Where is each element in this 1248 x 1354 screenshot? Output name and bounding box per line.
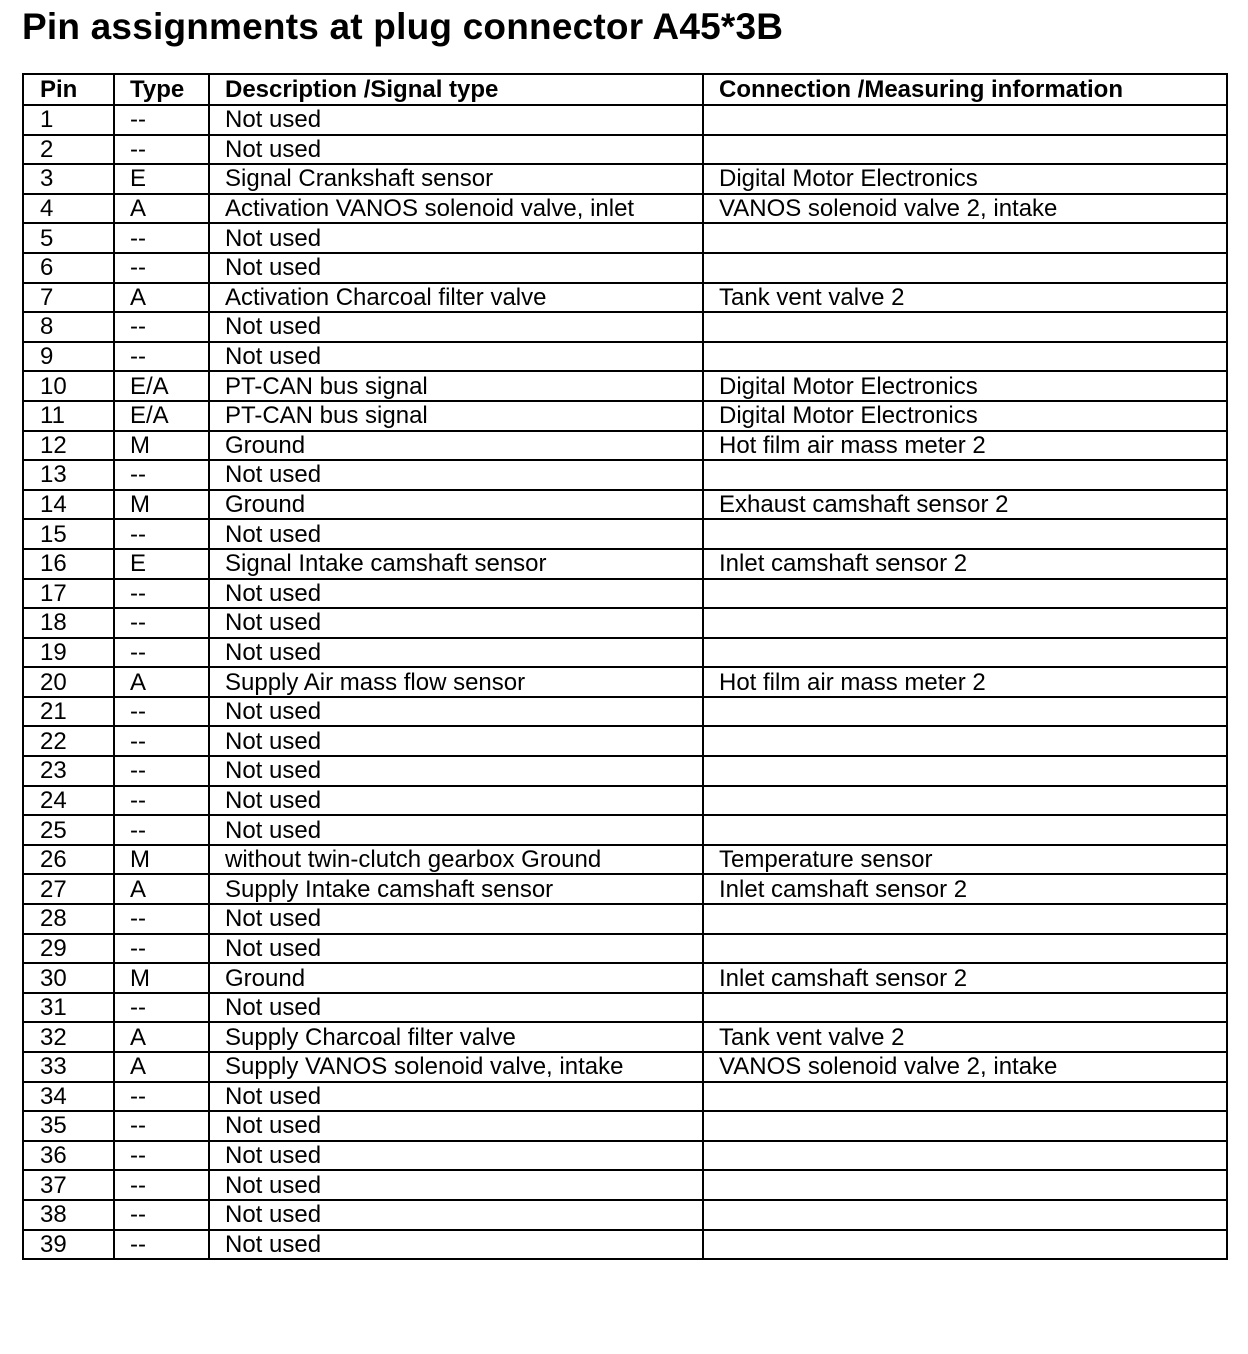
table-row (23, 756, 1227, 786)
cell-description: Not used (209, 105, 703, 135)
cell-description: without twin-clutch gearbox Ground (209, 845, 703, 875)
cell-type: -- (114, 312, 209, 342)
cell-connection: Tank vent valve 2 (703, 283, 1227, 313)
cell-description: Supply Charcoal filter valve (209, 1022, 703, 1052)
cell-connection (703, 1082, 1227, 1112)
cell-type: -- (114, 135, 209, 165)
cell-connection (703, 934, 1227, 964)
cell-type: A (114, 1052, 209, 1082)
cell-pin: 12 (23, 431, 114, 461)
table-row (23, 283, 1227, 313)
cell-connection: Inlet camshaft sensor 2 (703, 963, 1227, 993)
cell-description: Not used (209, 135, 703, 165)
cell-pin: 8 (23, 312, 114, 342)
table-row (23, 223, 1227, 253)
cell-connection (703, 726, 1227, 756)
cell-connection: Digital Motor Electronics (703, 401, 1227, 431)
cell-connection: Temperature sensor (703, 845, 1227, 875)
cell-connection (703, 1170, 1227, 1200)
table-row (23, 1082, 1227, 1112)
cell-pin: 30 (23, 963, 114, 993)
table-row (23, 519, 1227, 549)
cell-pin: 28 (23, 904, 114, 934)
cell-type: M (114, 490, 209, 520)
cell-type: -- (114, 342, 209, 372)
cell-connection: Exhaust camshaft sensor 2 (703, 490, 1227, 520)
cell-pin: 33 (23, 1052, 114, 1082)
cell-connection (703, 253, 1227, 283)
cell-description: Not used (209, 815, 703, 845)
cell-connection: Digital Motor Electronics (703, 371, 1227, 401)
cell-connection: Hot film air mass meter 2 (703, 667, 1227, 697)
cell-description: Not used (209, 904, 703, 934)
cell-pin: 9 (23, 342, 114, 372)
cell-pin: 10 (23, 371, 114, 401)
table-row (23, 1022, 1227, 1052)
cell-type: E/A (114, 371, 209, 401)
cell-type: -- (114, 223, 209, 253)
cell-description: Not used (209, 638, 703, 668)
cell-description: Signal Intake camshaft sensor (209, 549, 703, 579)
cell-description: Ground (209, 963, 703, 993)
table-row (23, 105, 1227, 135)
cell-connection (703, 1111, 1227, 1141)
cell-connection (703, 638, 1227, 668)
table-row (23, 253, 1227, 283)
cell-type: -- (114, 105, 209, 135)
header-pin: Pin (23, 74, 114, 105)
table-row (23, 638, 1227, 668)
cell-pin: 20 (23, 667, 114, 697)
cell-description: Activation Charcoal filter valve (209, 283, 703, 313)
cell-connection: VANOS solenoid valve 2, intake (703, 1052, 1227, 1082)
cell-connection (703, 342, 1227, 372)
cell-pin: 36 (23, 1141, 114, 1171)
cell-type: A (114, 874, 209, 904)
cell-connection (703, 460, 1227, 490)
table-row (23, 726, 1227, 756)
cell-description: Signal Crankshaft sensor (209, 164, 703, 194)
cell-description: Not used (209, 342, 703, 372)
cell-description: Supply Air mass flow sensor (209, 667, 703, 697)
cell-description: PT-CAN bus signal (209, 401, 703, 431)
cell-pin: 38 (23, 1200, 114, 1230)
table-row (23, 1230, 1227, 1260)
table-row (23, 993, 1227, 1023)
cell-connection (703, 223, 1227, 253)
cell-connection: Inlet camshaft sensor 2 (703, 874, 1227, 904)
table-row (23, 815, 1227, 845)
cell-type: -- (114, 579, 209, 609)
cell-pin: 2 (23, 135, 114, 165)
cell-description: Not used (209, 1170, 703, 1200)
table-row (23, 874, 1227, 904)
cell-type: E (114, 164, 209, 194)
cell-type: -- (114, 1141, 209, 1171)
cell-description: Supply VANOS solenoid valve, intake (209, 1052, 703, 1082)
cell-pin: 32 (23, 1022, 114, 1052)
cell-description: Activation VANOS solenoid valve, inlet (209, 194, 703, 224)
cell-pin: 17 (23, 579, 114, 609)
cell-connection (703, 608, 1227, 638)
cell-description: Ground (209, 490, 703, 520)
cell-connection (703, 1141, 1227, 1171)
table-row (23, 1170, 1227, 1200)
cell-description: Not used (209, 726, 703, 756)
cell-pin: 37 (23, 1170, 114, 1200)
cell-pin: 23 (23, 756, 114, 786)
table-row (23, 1111, 1227, 1141)
cell-type: -- (114, 519, 209, 549)
table-row (23, 1052, 1227, 1082)
cell-connection: VANOS solenoid valve 2, intake (703, 194, 1227, 224)
cell-connection (703, 904, 1227, 934)
cell-description: Not used (209, 608, 703, 638)
cell-type: A (114, 194, 209, 224)
cell-description: Not used (209, 579, 703, 609)
cell-pin: 5 (23, 223, 114, 253)
pin-assignment-table (22, 73, 1228, 1260)
cell-description: Not used (209, 519, 703, 549)
cell-pin: 31 (23, 993, 114, 1023)
table-row (23, 579, 1227, 609)
table-body (23, 105, 1227, 1259)
cell-connection (703, 756, 1227, 786)
cell-type: -- (114, 786, 209, 816)
cell-pin: 13 (23, 460, 114, 490)
cell-description: Not used (209, 993, 703, 1023)
cell-description: Not used (209, 786, 703, 816)
cell-pin: 29 (23, 934, 114, 964)
cell-pin: 7 (23, 283, 114, 313)
cell-pin: 3 (23, 164, 114, 194)
table-row (23, 697, 1227, 727)
cell-type: -- (114, 608, 209, 638)
cell-type: -- (114, 934, 209, 964)
cell-type: -- (114, 460, 209, 490)
cell-pin: 1 (23, 105, 114, 135)
cell-type: A (114, 667, 209, 697)
cell-description: Not used (209, 253, 703, 283)
cell-connection: Tank vent valve 2 (703, 1022, 1227, 1052)
cell-pin: 39 (23, 1230, 114, 1260)
cell-pin: 24 (23, 786, 114, 816)
cell-description: Not used (209, 1111, 703, 1141)
cell-type: -- (114, 815, 209, 845)
cell-type: -- (114, 697, 209, 727)
cell-connection (703, 815, 1227, 845)
header-description: Description /Signal type (209, 74, 703, 105)
cell-pin: 19 (23, 638, 114, 668)
cell-connection (703, 993, 1227, 1023)
cell-pin: 18 (23, 608, 114, 638)
table-row (23, 786, 1227, 816)
cell-type: -- (114, 253, 209, 283)
table-row (23, 342, 1227, 372)
cell-connection (703, 697, 1227, 727)
cell-pin: 22 (23, 726, 114, 756)
cell-connection: Digital Motor Electronics (703, 164, 1227, 194)
cell-connection (703, 105, 1227, 135)
cell-description: Not used (209, 697, 703, 727)
table-row (23, 904, 1227, 934)
cell-description: Ground (209, 431, 703, 461)
cell-pin: 4 (23, 194, 114, 224)
cell-type: E/A (114, 401, 209, 431)
cell-connection (703, 519, 1227, 549)
cell-pin: 11 (23, 401, 114, 431)
table-row (23, 431, 1227, 461)
cell-pin: 15 (23, 519, 114, 549)
table-row (23, 490, 1227, 520)
cell-type: -- (114, 993, 209, 1023)
cell-type: -- (114, 726, 209, 756)
cell-connection: Inlet camshaft sensor 2 (703, 549, 1227, 579)
cell-description: PT-CAN bus signal (209, 371, 703, 401)
cell-pin: 35 (23, 1111, 114, 1141)
cell-type: -- (114, 638, 209, 668)
table-row (23, 312, 1227, 342)
cell-type: -- (114, 1230, 209, 1260)
cell-connection: Hot film air mass meter 2 (703, 431, 1227, 461)
cell-description: Not used (209, 223, 703, 253)
cell-type: M (114, 963, 209, 993)
cell-type: M (114, 845, 209, 875)
table-row (23, 135, 1227, 165)
table-row (23, 371, 1227, 401)
cell-pin: 6 (23, 253, 114, 283)
table-row (23, 1200, 1227, 1230)
table-row (23, 934, 1227, 964)
cell-type: -- (114, 756, 209, 786)
header-type: Type (114, 74, 209, 105)
cell-type: -- (114, 1111, 209, 1141)
cell-pin: 26 (23, 845, 114, 875)
cell-type: -- (114, 1170, 209, 1200)
cell-type: A (114, 283, 209, 313)
cell-connection (703, 579, 1227, 609)
cell-description: Not used (209, 1082, 703, 1112)
table-header (23, 74, 1227, 105)
cell-type: -- (114, 1082, 209, 1112)
header-row (23, 74, 1227, 105)
table-row (23, 963, 1227, 993)
cell-type: M (114, 431, 209, 461)
cell-connection (703, 1230, 1227, 1260)
cell-description: Not used (209, 1230, 703, 1260)
table-row (23, 845, 1227, 875)
cell-pin: 21 (23, 697, 114, 727)
table-row (23, 667, 1227, 697)
cell-description: Not used (209, 1141, 703, 1171)
cell-description: Not used (209, 934, 703, 964)
table-row (23, 1141, 1227, 1171)
table-row (23, 460, 1227, 490)
cell-description: Not used (209, 1200, 703, 1230)
cell-pin: 25 (23, 815, 114, 845)
cell-connection (703, 786, 1227, 816)
page-title: Pin assignments at plug connector A45*3B (22, 6, 784, 47)
table-row (23, 401, 1227, 431)
cell-type: -- (114, 904, 209, 934)
cell-pin: 16 (23, 549, 114, 579)
cell-type: E (114, 549, 209, 579)
cell-description: Not used (209, 460, 703, 490)
cell-description: Not used (209, 756, 703, 786)
cell-description: Supply Intake camshaft sensor (209, 874, 703, 904)
cell-pin: 27 (23, 874, 114, 904)
cell-type: A (114, 1022, 209, 1052)
table-row (23, 608, 1227, 638)
cell-description: Not used (209, 312, 703, 342)
cell-connection (703, 1200, 1227, 1230)
cell-pin: 34 (23, 1082, 114, 1112)
cell-type: -- (114, 1200, 209, 1230)
cell-pin: 14 (23, 490, 114, 520)
cell-connection (703, 135, 1227, 165)
cell-connection (703, 312, 1227, 342)
table-row (23, 549, 1227, 579)
table-row (23, 164, 1227, 194)
header-connection: Connection /Measuring information (703, 74, 1227, 105)
table-row (23, 194, 1227, 224)
